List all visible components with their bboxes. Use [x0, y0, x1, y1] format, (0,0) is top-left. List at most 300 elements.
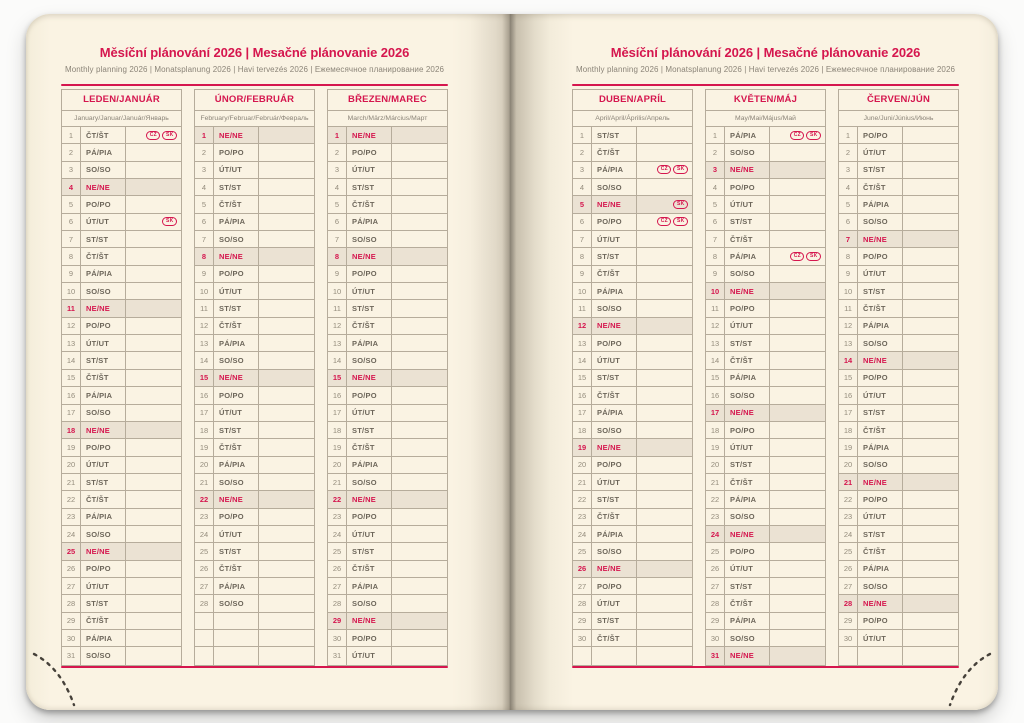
day-row — [328, 196, 447, 213]
day-abbr: ČT/ŠT — [858, 300, 903, 316]
day-abbr: PO/PO — [858, 127, 903, 143]
day-note-area — [903, 283, 958, 299]
day-row — [328, 162, 447, 179]
day-note-area — [392, 335, 447, 351]
month-name: BŘEZEN/MAREC — [328, 90, 447, 111]
day-row — [328, 422, 447, 439]
day-row — [839, 300, 958, 317]
day-note-area — [637, 474, 692, 490]
day-row — [839, 370, 958, 387]
day-note-area — [770, 405, 825, 421]
day-number: 19 — [573, 439, 592, 455]
day-note-area — [637, 335, 692, 351]
day-number: 19 — [706, 439, 725, 455]
day-number: 15 — [706, 370, 725, 386]
day-note-area — [637, 266, 692, 282]
day-abbr: NE/NE — [347, 613, 392, 629]
day-row — [839, 283, 958, 300]
day-note-area — [637, 370, 692, 386]
day-note-area — [903, 387, 958, 403]
holiday-badge-cz: CZ — [790, 131, 804, 140]
page-subtitle: Monthly planning 2026 | Monatsplanung 2026 | Havi tervezés 2026 | Ежемесячное планирование 2026 — [575, 65, 956, 74]
day-number: 3 — [573, 162, 592, 178]
day-number: 27 — [573, 578, 592, 594]
day-row — [328, 578, 447, 595]
day-row — [62, 318, 181, 335]
day-note-area — [770, 162, 825, 178]
day-row — [328, 370, 447, 387]
day-abbr: ÚT/UT — [81, 335, 126, 351]
day-abbr: PÁ/PIA — [725, 127, 770, 143]
day-abbr: NE/NE — [347, 491, 392, 507]
day-number: 8 — [839, 248, 858, 264]
day-row — [195, 526, 314, 543]
day-abbr: PO/PO — [81, 196, 126, 212]
day-note-area — [770, 457, 825, 473]
day-abbr: ÚT/UT — [81, 214, 126, 230]
day-row — [573, 300, 692, 317]
day-row — [328, 318, 447, 335]
day-abbr: PÁ/PIA — [858, 561, 903, 577]
day-row — [706, 214, 825, 231]
day-note-area — [259, 335, 314, 351]
day-note-area — [259, 595, 314, 611]
day-row — [62, 422, 181, 439]
day-note-area — [392, 144, 447, 160]
month-header — [327, 89, 448, 127]
day-number: 18 — [328, 422, 347, 438]
day-note-area — [126, 491, 181, 507]
day-number: 12 — [573, 318, 592, 334]
day-note-area — [392, 457, 447, 473]
day-row — [839, 162, 958, 179]
day-number: 13 — [62, 335, 81, 351]
day-note-area — [126, 578, 181, 594]
day-abbr: NE/NE — [214, 370, 259, 386]
day-number: 31 — [62, 647, 81, 664]
day-row — [328, 595, 447, 612]
day-note-area — [903, 300, 958, 316]
day-note-area — [637, 422, 692, 438]
day-row — [328, 561, 447, 578]
day-note-area — [903, 370, 958, 386]
day-abbr: ČT/ŠT — [725, 352, 770, 368]
day-row — [195, 439, 314, 456]
day-abbr: PÁ/PIA — [81, 266, 126, 282]
day-grid — [194, 127, 315, 666]
day-note-area — [392, 248, 447, 264]
day-row — [839, 352, 958, 369]
day-row — [328, 214, 447, 231]
day-abbr: PO/PO — [347, 509, 392, 525]
day-row — [839, 561, 958, 578]
day-abbr: PÁ/PIA — [725, 370, 770, 386]
day-abbr: PO/PO — [725, 543, 770, 559]
day-note-area — [126, 647, 181, 664]
day-number: 4 — [195, 179, 214, 195]
day-number: 28 — [573, 595, 592, 611]
day-row — [195, 370, 314, 387]
holiday-badge-sk: SK — [806, 252, 821, 261]
day-note-area — [392, 162, 447, 178]
day-note-area — [903, 179, 958, 195]
day-abbr: ČT/ŠT — [214, 318, 259, 334]
day-abbr — [592, 647, 637, 664]
day-number: 23 — [328, 509, 347, 525]
day-number: 6 — [839, 214, 858, 230]
day-row — [706, 491, 825, 508]
day-number: 17 — [328, 405, 347, 421]
month-languages: January/Januar/Január/Январь — [74, 115, 169, 122]
day-row — [839, 127, 958, 144]
day-abbr: ČT/ŠT — [725, 474, 770, 490]
day-abbr: PÁ/PIA — [725, 613, 770, 629]
day-number: 30 — [706, 630, 725, 646]
day-note-area — [392, 300, 447, 316]
day-abbr: ČT/ŠT — [214, 196, 259, 212]
day-number: 23 — [62, 509, 81, 525]
day-note-area — [126, 231, 181, 247]
day-abbr: PÁ/PIA — [592, 283, 637, 299]
day-note-area — [770, 561, 825, 577]
day-abbr: NE/NE — [81, 422, 126, 438]
day-note-area — [259, 439, 314, 455]
day-note-area — [637, 613, 692, 629]
day-abbr: SO/SO — [592, 300, 637, 316]
day-abbr: SO/SO — [347, 352, 392, 368]
day-row — [573, 405, 692, 422]
day-note-area — [903, 543, 958, 559]
day-row — [706, 370, 825, 387]
month-column-kveten-maj — [705, 89, 826, 666]
day-row — [839, 387, 958, 404]
day-abbr: PO/PO — [725, 300, 770, 316]
empty-day-row — [195, 647, 314, 664]
day-note-area — [126, 439, 181, 455]
day-note-area — [637, 647, 692, 664]
day-note-area — [259, 457, 314, 473]
day-number: 10 — [328, 283, 347, 299]
day-number: 7 — [195, 231, 214, 247]
holiday-badge-sk: SK — [673, 217, 688, 226]
page-title: Měsíční plánování 2026 | Mesačné plánovanie 2026 — [99, 45, 410, 60]
day-abbr — [214, 630, 259, 646]
day-row — [328, 647, 447, 664]
day-note-area — [392, 509, 447, 525]
day-row — [706, 335, 825, 352]
day-row — [573, 231, 692, 248]
month-column-leden-januar — [61, 89, 182, 666]
day-note-area — [392, 231, 447, 247]
day-number: 3 — [839, 162, 858, 178]
day-row — [706, 526, 825, 543]
day-row — [195, 352, 314, 369]
day-number: 24 — [706, 526, 725, 542]
page-subtitle: Monthly planning 2026 | Monatsplanung 2026 | Havi tervezés 2026 | Ежемесячное планирование 2026 — [64, 65, 445, 74]
day-abbr: NE/NE — [592, 318, 637, 334]
day-abbr: ČT/ŠT — [592, 509, 637, 525]
day-number: 29 — [573, 613, 592, 629]
day-note-area — [259, 370, 314, 386]
day-abbr: PÁ/PIA — [347, 335, 392, 351]
day-abbr: NE/NE — [858, 595, 903, 611]
day-abbr: ČT/ŠT — [858, 179, 903, 195]
day-abbr: ST/ST — [592, 491, 637, 507]
day-number: 24 — [195, 526, 214, 542]
day-note-area — [903, 509, 958, 525]
day-row — [573, 127, 692, 144]
day-row — [839, 543, 958, 560]
day-row — [839, 439, 958, 456]
day-abbr: SO/SO — [592, 543, 637, 559]
day-number: 1 — [328, 127, 347, 143]
day-number: 9 — [62, 266, 81, 282]
day-row — [195, 248, 314, 265]
day-number: 15 — [839, 370, 858, 386]
day-number: 20 — [706, 457, 725, 473]
day-note-area — [126, 352, 181, 368]
day-number: 7 — [573, 231, 592, 247]
day-abbr: ČT/ŠT — [592, 630, 637, 646]
day-row — [573, 578, 692, 595]
day-row — [573, 595, 692, 612]
day-row — [706, 179, 825, 196]
day-note-area — [770, 231, 825, 247]
day-abbr: ÚT/UT — [725, 439, 770, 455]
month-languages: March/März/Március/Март — [347, 115, 428, 122]
day-note-area — [126, 318, 181, 334]
day-note-area — [770, 613, 825, 629]
day-abbr: PÁ/PIA — [214, 214, 259, 230]
day-number: 28 — [195, 595, 214, 611]
day-note-area — [637, 405, 692, 421]
empty-day-row — [195, 613, 314, 630]
day-row — [839, 318, 958, 335]
day-number — [195, 630, 214, 646]
day-abbr: ST/ST — [725, 335, 770, 351]
day-number: 22 — [62, 491, 81, 507]
day-abbr: NE/NE — [858, 474, 903, 490]
day-note-area — [259, 283, 314, 299]
day-note-area — [126, 474, 181, 490]
day-number: 14 — [573, 352, 592, 368]
day-row — [195, 335, 314, 352]
day-number: 16 — [328, 387, 347, 403]
day-note-area — [637, 214, 692, 230]
day-row — [328, 248, 447, 265]
day-row — [706, 300, 825, 317]
day-number: 1 — [62, 127, 81, 143]
day-note-area — [126, 214, 181, 230]
day-number: 29 — [706, 613, 725, 629]
day-note-area — [637, 457, 692, 473]
day-number: 25 — [195, 543, 214, 559]
day-grid — [705, 127, 826, 666]
day-abbr: NE/NE — [81, 300, 126, 316]
day-number: 27 — [195, 578, 214, 594]
day-note-area — [903, 405, 958, 421]
day-note-area — [637, 127, 692, 143]
day-row — [195, 422, 314, 439]
day-number: 7 — [839, 231, 858, 247]
day-row — [62, 561, 181, 578]
day-abbr: ST/ST — [592, 370, 637, 386]
day-abbr: NE/NE — [725, 647, 770, 664]
day-note-area — [903, 439, 958, 455]
day-grid — [61, 127, 182, 666]
day-number: 25 — [706, 543, 725, 559]
day-note-area — [392, 196, 447, 212]
day-number: 22 — [195, 491, 214, 507]
day-number — [195, 613, 214, 629]
day-row — [839, 422, 958, 439]
day-number: 2 — [62, 144, 81, 160]
day-row — [706, 457, 825, 474]
day-row — [195, 162, 314, 179]
day-abbr: PO/PO — [592, 578, 637, 594]
day-note-area — [259, 231, 314, 247]
day-abbr: NE/NE — [725, 162, 770, 178]
day-abbr: SO/SO — [347, 595, 392, 611]
day-number: 20 — [62, 457, 81, 473]
day-row — [573, 387, 692, 404]
day-abbr: ST/ST — [81, 352, 126, 368]
day-row — [573, 509, 692, 526]
day-number: 10 — [706, 283, 725, 299]
day-note-area — [770, 196, 825, 212]
day-abbr: PO/PO — [347, 387, 392, 403]
day-abbr: ČT/ŠT — [347, 318, 392, 334]
day-abbr: PÁ/PIA — [81, 509, 126, 525]
day-number: 6 — [706, 214, 725, 230]
day-abbr: ČT/ŠT — [81, 613, 126, 629]
day-abbr: PO/PO — [592, 335, 637, 351]
empty-day-row — [573, 647, 692, 664]
day-number: 20 — [839, 457, 858, 473]
day-row — [195, 300, 314, 317]
day-note-area — [770, 439, 825, 455]
day-abbr: NE/NE — [592, 439, 637, 455]
day-note-area — [392, 422, 447, 438]
day-number: 22 — [706, 491, 725, 507]
day-note-area — [259, 561, 314, 577]
day-number: 13 — [839, 335, 858, 351]
day-row — [62, 439, 181, 456]
day-abbr: ST/ST — [725, 214, 770, 230]
day-abbr: ÚT/UT — [858, 387, 903, 403]
day-abbr: NE/NE — [858, 231, 903, 247]
day-note-area — [392, 127, 447, 143]
day-number: 2 — [195, 144, 214, 160]
day-number: 18 — [195, 422, 214, 438]
day-row — [573, 335, 692, 352]
day-abbr: SO/SO — [725, 509, 770, 525]
day-note-area — [126, 196, 181, 212]
day-number: 25 — [573, 543, 592, 559]
day-note-area — [770, 630, 825, 646]
day-abbr: ČT/ŠT — [347, 196, 392, 212]
day-number: 7 — [62, 231, 81, 247]
day-abbr: PO/PO — [725, 179, 770, 195]
day-number: 5 — [62, 196, 81, 212]
day-number: 17 — [573, 405, 592, 421]
day-abbr: ST/ST — [214, 300, 259, 316]
day-row — [328, 543, 447, 560]
day-number — [573, 647, 592, 664]
day-note-area — [903, 613, 958, 629]
day-row — [62, 248, 181, 265]
day-abbr: ST/ST — [725, 578, 770, 594]
day-row — [573, 543, 692, 560]
day-abbr: PO/PO — [858, 613, 903, 629]
day-note-area — [392, 283, 447, 299]
day-row — [62, 474, 181, 491]
day-abbr: NE/NE — [725, 405, 770, 421]
day-number: 1 — [839, 127, 858, 143]
day-grid — [572, 127, 693, 666]
day-number: 21 — [62, 474, 81, 490]
month-header — [705, 89, 826, 127]
day-abbr: ČT/ŠT — [347, 439, 392, 455]
day-number: 18 — [706, 422, 725, 438]
day-number: 4 — [328, 179, 347, 195]
day-note-area — [392, 387, 447, 403]
empty-day-row — [839, 647, 958, 664]
month-column-duben-april — [572, 89, 693, 666]
day-number: 1 — [195, 127, 214, 143]
day-number: 2 — [573, 144, 592, 160]
day-abbr: ČT/ŠT — [347, 561, 392, 577]
day-abbr: ÚT/UT — [592, 352, 637, 368]
day-abbr: PO/PO — [214, 509, 259, 525]
day-number: 4 — [839, 179, 858, 195]
day-number: 26 — [62, 561, 81, 577]
day-number: 12 — [706, 318, 725, 334]
day-number: 17 — [839, 405, 858, 421]
day-row — [706, 127, 825, 144]
day-row — [328, 474, 447, 491]
day-abbr: PÁ/PIA — [214, 335, 259, 351]
day-row — [195, 543, 314, 560]
day-number: 26 — [706, 561, 725, 577]
day-row — [839, 613, 958, 630]
day-abbr: PÁ/PIA — [858, 196, 903, 212]
day-row — [706, 248, 825, 265]
day-number: 12 — [839, 318, 858, 334]
day-number: 17 — [706, 405, 725, 421]
day-row — [839, 196, 958, 213]
day-note-area — [637, 318, 692, 334]
day-row — [706, 196, 825, 213]
day-note-area — [392, 595, 447, 611]
day-abbr: ČT/ŠT — [81, 127, 126, 143]
day-number: 21 — [328, 474, 347, 490]
day-abbr: SO/SO — [858, 214, 903, 230]
day-note-area — [259, 196, 314, 212]
day-row — [706, 509, 825, 526]
day-row — [573, 144, 692, 161]
day-row — [195, 561, 314, 578]
day-number: 6 — [328, 214, 347, 230]
day-row — [195, 127, 314, 144]
day-note-area — [392, 370, 447, 386]
month-column-unor-februar — [194, 89, 315, 666]
day-number: 14 — [62, 352, 81, 368]
day-row — [62, 335, 181, 352]
day-row — [195, 578, 314, 595]
holiday-badge-cz: CZ — [657, 165, 671, 174]
day-number: 9 — [706, 266, 725, 282]
